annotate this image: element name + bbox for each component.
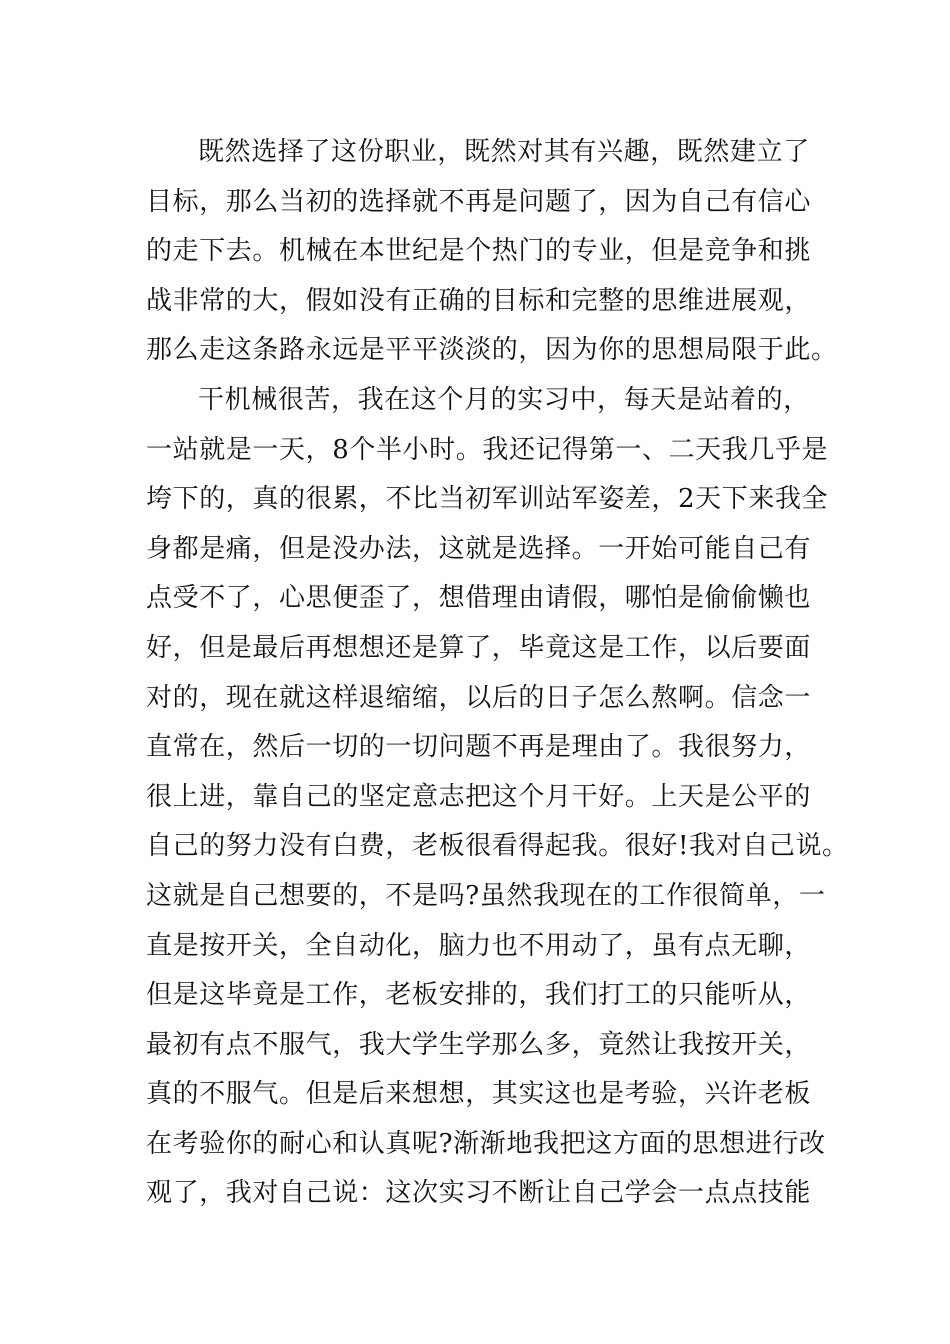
paragraph-line: 自己的努力没有白费，老板很看得起我。很好!我对自己说。 bbox=[146, 831, 849, 862]
paragraph-line: 观了，我对自己说：这次实习不断让自己学会一点点技能 bbox=[146, 1178, 812, 1209]
paragraph-line: 直是按开关，全自动化，脑力也不用动了，虽有点无聊， bbox=[146, 930, 812, 961]
document-body bbox=[146, 128, 849, 1219]
paragraph-line: 真的不服气。但是后来想想，其实这也是考验，兴许老板 bbox=[146, 1079, 812, 1110]
paragraph-line: 战非常的大，假如没有正确的目标和完整的思维进展观， bbox=[146, 285, 812, 316]
paragraph-line: 目标，那么当初的选择就不再是问题了，因为自己有信心 bbox=[146, 186, 812, 217]
paragraph-line: 好，但是最后再想想还是算了，毕竟这是工作，以后要面 bbox=[146, 632, 812, 663]
paragraph-line: 很上进，靠自己的坚定意志把这个月干好。上天是公平的 bbox=[146, 781, 812, 812]
paragraph-1 bbox=[146, 128, 838, 376]
paragraph-line: 这就是自己想要的，不是吗?虽然我现在的工作很简单，一 bbox=[146, 880, 826, 911]
paragraph-2 bbox=[146, 376, 849, 1219]
paragraph-line: 既然选择了这份职业，既然对其有兴趣，既然建立了 bbox=[198, 137, 810, 167]
paragraph-line: 的走下去。机械在本世纪是个热门的专业，但是竞争和挑 bbox=[146, 236, 812, 267]
paragraph-line: 最初有点不服气，我大学生学那么多，竟然让我按开关， bbox=[146, 1029, 812, 1060]
paragraph-line: 在考验你的耐心和认真呢?渐渐地我把这方面的思想进行改 bbox=[146, 1128, 826, 1159]
paragraph-line: 那么走这条路永远是平平淡淡的，因为你的思想局限于此。 bbox=[146, 335, 838, 366]
paragraph-line: 对的，现在就这样退缩缩，以后的日子怎么熬啊。信念一 bbox=[146, 682, 812, 713]
paragraph-line: 一站就是一天，8个半小时。我还记得第一、二天我几乎是 bbox=[146, 434, 829, 465]
paragraph-line: 干机械很苦，我在这个月的实习中，每天是站着的， bbox=[198, 384, 810, 415]
paragraph-line: 但是这毕竟是工作，老板安排的，我们打工的只能听从， bbox=[146, 980, 812, 1011]
paragraph-line: 点受不了，心思便歪了，想借理由请假，哪怕是偷偷懒也 bbox=[146, 583, 812, 614]
paragraph-line: 直常在，然后一切的一切问题不再是理由了。我很努力， bbox=[146, 732, 812, 763]
paragraph-line: 垮下的，真的很累，不比当初军训站军姿差，2天下来我全 bbox=[146, 484, 829, 515]
paragraph-line: 身都是痛，但是没办法，这就是选择。一开始可能自己有 bbox=[146, 533, 812, 564]
